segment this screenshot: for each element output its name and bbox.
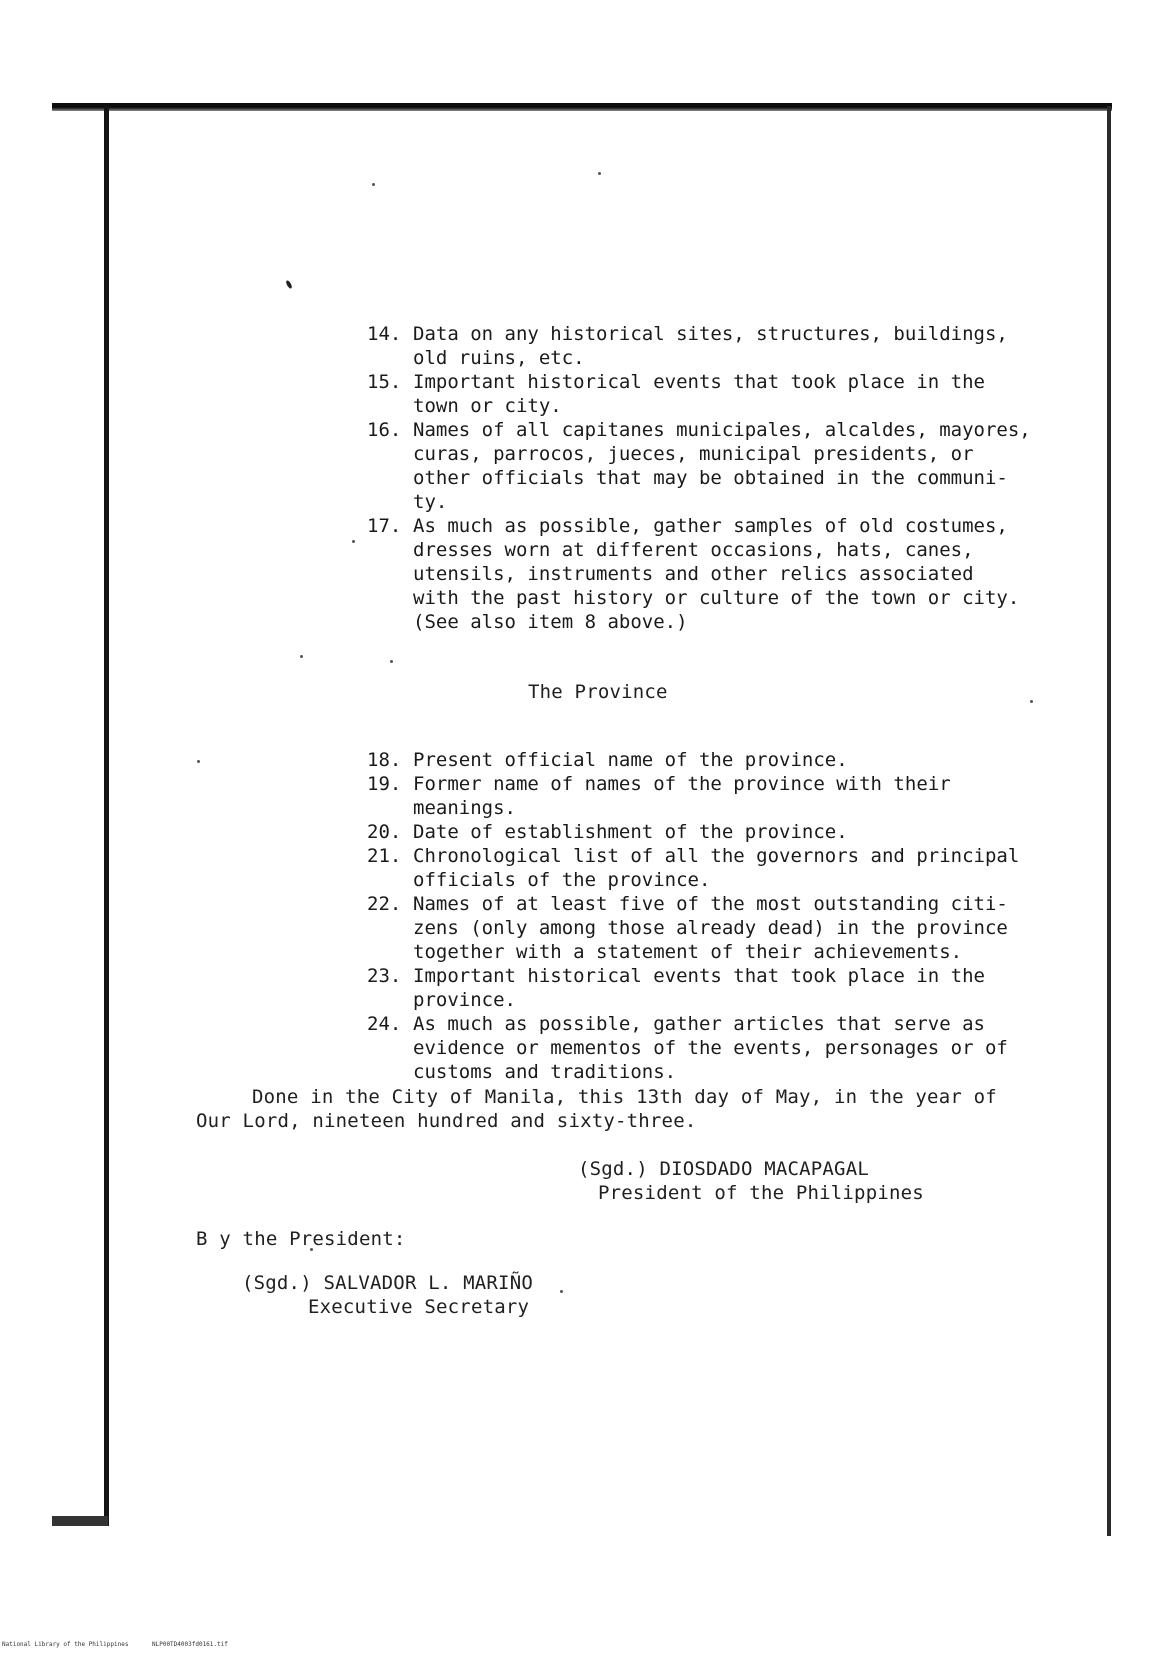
item-text: Names of all capitanes municipales, alcaldes, mayores, [413,419,1031,441]
item-text: Date of establishment of the province. [413,821,848,843]
item-number: 16. [367,419,402,441]
item-text: Important historical events that took place in the [413,371,985,393]
scan-speck [598,172,601,175]
scan-corner-mark [52,1516,108,1526]
signature-title: President of the Philippines [598,1182,924,1204]
item-text: Present official name of the province. [413,749,848,771]
signature-name: (Sgd.) SALVADOR L. MARIÑO [242,1272,533,1294]
scan-speck [300,655,303,658]
signature-title: Executive Secretary [308,1296,530,1318]
item-text: province. [413,989,516,1011]
item-text: ty. [413,491,448,513]
item-number: 18. [367,749,402,771]
item-text: Names of at least five of the most outstanding citi- [413,893,1008,915]
item-text: curas, parrocos, jueces, municipal presidents, or [413,443,974,465]
item-text: (See also item 8 above.) [413,611,688,633]
item-text: Former name of names of the province with their [413,773,951,795]
scan-speck [560,1290,563,1293]
signature-name: (Sgd.) DIOSDADO MACAPAGAL [578,1158,869,1180]
scan-speck [352,540,355,543]
item-text: Chronological list of all the governors and principal [413,845,1020,867]
item-text: utensils, instruments and other relics associated [413,563,974,585]
item-text: with the past history or culture of the town or city. [413,587,1020,609]
item-text: As much as possible, gather samples of old costumes, [413,515,1008,537]
item-text: town or city. [413,395,562,417]
scan-top-border [52,103,1112,111]
closing-line: Our Lord, nineteen hundred and sixty-three. [196,1110,697,1132]
item-text: customs and traditions. [413,1061,677,1083]
scan-speck [372,183,375,186]
item-number: 14. [367,323,402,345]
item-text: meanings. [413,797,516,819]
scan-speck [197,760,200,763]
item-text: As much as possible, gather articles that serve as [413,1013,985,1035]
item-text: other officials that may be obtained in the communi- [413,467,1008,489]
item-number: 22. [367,893,402,915]
section-heading: The Province [528,681,668,703]
scan-speck [1030,700,1033,703]
item-text: officials of the province. [413,869,711,891]
item-text: old ruins, etc. [413,347,585,369]
scan-speck [285,280,293,290]
item-text: zens (only among those already dead) in the province [413,917,1008,939]
item-text: Important historical events that took place in the [413,965,985,987]
footer-filename: NLP00TD4003fd0161.tif [152,1641,228,1648]
item-text: evidence or mementos of the events, personages or of [413,1037,1008,1059]
item-number: 23. [367,965,402,987]
item-number: 19. [367,773,402,795]
item-text: dresses worn at different occasions, hats, canes, [413,539,974,561]
scan-right-border [1107,106,1111,1536]
closing-line: Done in the City of Manila, this 13th day of May, in the year of [252,1086,997,1108]
item-number: 21. [367,845,402,867]
item-text: together with a statement of their achievements. [413,941,963,963]
item-number: 15. [367,371,402,393]
item-text: Data on any historical sites, structures, buildings, [413,323,1008,345]
by-the-president: B y the President: [196,1228,406,1250]
item-number: 20. [367,821,402,843]
scan-speck [390,660,393,663]
scan-left-border [104,106,109,1526]
footer-library: National Library of the Philippines [2,1641,129,1648]
item-number: 24. [367,1013,402,1035]
item-number: 17. [367,515,402,537]
